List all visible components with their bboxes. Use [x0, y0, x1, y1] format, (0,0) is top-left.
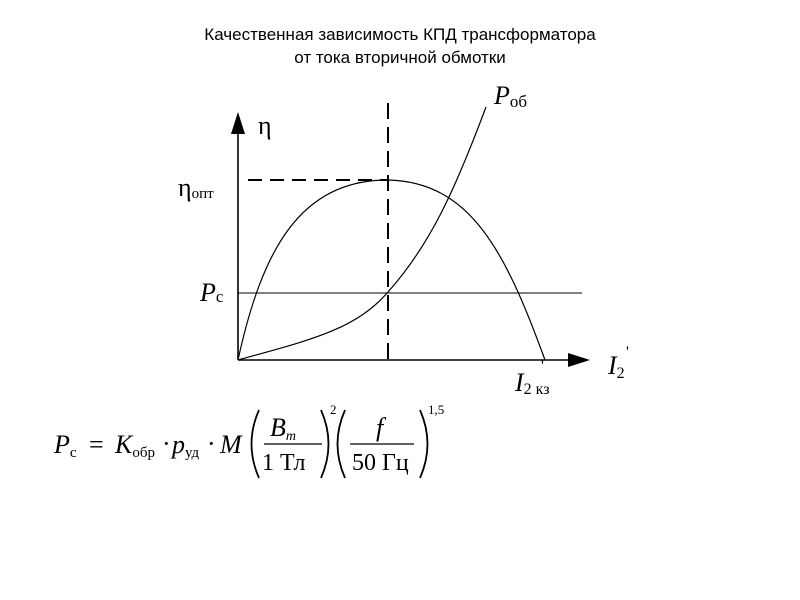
eta-opt-label: ηопт	[178, 173, 214, 202]
formula-equals: =	[89, 430, 104, 459]
formula-denominator-2: 50 Гц	[352, 450, 409, 476]
formula-paren-left-2	[338, 410, 346, 478]
pc-formula	[53, 402, 444, 478]
formula-paren-left-1	[252, 410, 260, 478]
formula-bm-numerator: Bm	[270, 413, 297, 444]
efficiency-curve	[238, 180, 545, 360]
formula-exponent-1: 2	[330, 402, 337, 417]
pob-curve	[238, 107, 486, 360]
formula-lhs: Pс	[54, 430, 77, 461]
formula-paren-right-1	[321, 410, 329, 478]
formula-k-obr: Kобр	[115, 430, 155, 461]
i2kz-label: I2 кз	[515, 368, 550, 398]
formula-dot-1: ·	[162, 429, 171, 458]
formula-denominator-1: 1 Тл	[262, 450, 306, 476]
page-title-line-2: от тока вторичной обмотки	[294, 48, 506, 67]
x-axis-label: I2	[608, 351, 625, 382]
x-axis-label-prime: '	[626, 344, 629, 361]
formula-dot-2: ·	[207, 429, 216, 458]
x-axis-arrow	[568, 353, 590, 367]
formula-f-numerator: f	[376, 413, 384, 442]
i2kz-label-prime: '	[541, 358, 544, 375]
y-axis-label: η	[258, 111, 272, 140]
formula-p-ud: pуд	[172, 430, 200, 461]
pc-label: Pс	[200, 278, 224, 307]
formula-exponent-2: 1,5	[428, 402, 445, 417]
pob-label: Pоб	[494, 81, 528, 111]
y-axis-arrow	[231, 112, 245, 134]
page-title-line-1: Качественная зависимость КПД трансформатора	[204, 25, 596, 44]
formula-paren-right-2	[420, 410, 428, 478]
formula-m: M	[220, 430, 242, 459]
